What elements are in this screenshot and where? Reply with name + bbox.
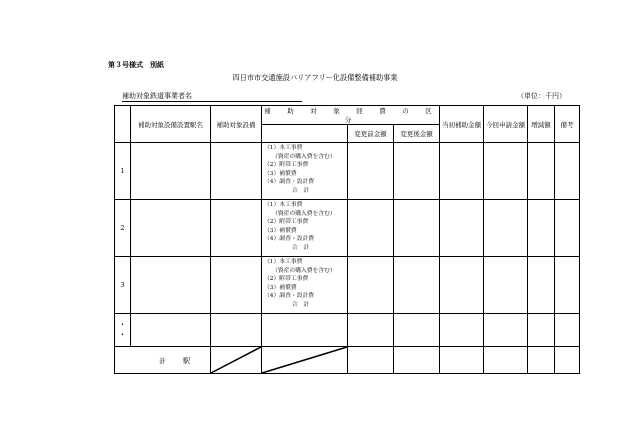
ellipsis-dot: ・	[118, 320, 127, 329]
cost-items-cell	[262, 257, 348, 314]
cost-items-cell	[262, 143, 348, 200]
after-amount-cell[interactable]	[394, 143, 440, 200]
operator-name-field: 補助対象鉄道事業者名	[122, 93, 302, 102]
before-amount-cell[interactable]	[348, 257, 394, 314]
initial-grant-cell[interactable]	[440, 200, 484, 257]
cost-item: （3）補償費	[264, 170, 297, 177]
header-after: 変更後金額	[394, 125, 440, 143]
table-row	[115, 257, 580, 314]
after-amount-total[interactable]	[394, 347, 440, 374]
change-total[interactable]	[528, 347, 555, 374]
cost-item: （2）附帯工事費	[264, 162, 309, 169]
total-row	[115, 347, 580, 374]
before-amount-cell[interactable]	[348, 200, 394, 257]
initial-grant-cell[interactable]	[440, 257, 484, 314]
after-amount-cell[interactable]	[394, 200, 440, 257]
header-remarks: 備考	[555, 106, 580, 143]
ellipsis-marker	[115, 314, 131, 347]
header-cost-category: 補 助 対 象 経 費 の 区 分	[262, 106, 440, 125]
before-amount-cell[interactable]	[348, 143, 394, 200]
cost-item: （4）調査・設計費	[264, 236, 315, 243]
header-row	[115, 106, 580, 125]
equipment-total-slashed	[211, 347, 262, 374]
diagonal-slash-icon	[262, 347, 347, 373]
change-cell[interactable]	[528, 143, 555, 200]
row-number: 1	[115, 143, 131, 200]
before-amount-total[interactable]	[348, 347, 394, 374]
cost-item: （1）本工事費	[264, 259, 303, 265]
total-label: 計	[159, 356, 166, 365]
equipment-cell[interactable]	[211, 314, 262, 347]
table-row	[115, 200, 580, 257]
station-cell[interactable]	[131, 200, 211, 257]
after-amount-cell[interactable]	[394, 257, 440, 314]
remarks-cell[interactable]	[555, 200, 580, 257]
header-no	[115, 106, 131, 143]
current-application-cell[interactable]	[484, 257, 528, 314]
current-application-cell[interactable]	[484, 200, 528, 257]
header-equipment: 補助対象設備	[211, 106, 262, 143]
header-station: 補助対象設備設置駅名	[131, 106, 211, 143]
remarks-cell[interactable]	[555, 314, 580, 347]
cost-item: （4）調査・設計費	[264, 293, 315, 300]
current-application-total[interactable]	[484, 347, 528, 374]
header-current-application: 今回申請金額	[484, 106, 528, 143]
initial-grant-cell[interactable]	[440, 314, 484, 347]
cost-item: （資産の購入費を含む）	[272, 153, 336, 160]
cost-items-cell	[262, 314, 348, 347]
diagonal-slash-icon	[211, 347, 261, 373]
before-amount-cell[interactable]	[348, 314, 394, 347]
cost-item: （2）附帯工事費	[264, 219, 309, 226]
station-cell[interactable]	[131, 143, 211, 200]
row-number: 2	[115, 200, 131, 257]
initial-grant-cell[interactable]	[440, 143, 484, 200]
cost-item: （3）補償費	[264, 227, 297, 234]
document-title: 四日市市交通施設バリアフリー化設備整備補助事業	[232, 73, 398, 82]
cost-item: （1）本工事費	[264, 202, 303, 208]
header-change: 増減額	[528, 106, 555, 143]
total-station-cell	[115, 347, 211, 374]
initial-grant-total[interactable]	[440, 347, 484, 374]
station-cell[interactable]	[131, 257, 211, 314]
cost-item: （3）補償費	[264, 284, 297, 291]
equipment-cell[interactable]	[211, 143, 262, 200]
change-cell[interactable]	[528, 200, 555, 257]
cost-item: （資産の購入費を含む）	[272, 267, 336, 274]
cost-items-cell	[262, 200, 348, 257]
cost-item-total: 合 計	[291, 244, 310, 251]
current-application-cell[interactable]	[484, 143, 528, 200]
form-label: 第３号様式 別紙	[108, 60, 164, 69]
current-application-cell[interactable]	[484, 314, 528, 347]
station-cell[interactable]	[131, 314, 211, 347]
cost-items-total-slashed	[262, 347, 348, 374]
header-cost-items	[262, 125, 348, 143]
cost-item-total: 合 計	[291, 187, 310, 194]
row-number: 3	[115, 257, 131, 314]
table-row	[115, 143, 580, 200]
after-amount-cell[interactable]	[394, 314, 440, 347]
equipment-cell[interactable]	[211, 200, 262, 257]
change-cell[interactable]	[528, 314, 555, 347]
cost-item: （資産の購入費を含む）	[272, 210, 336, 217]
grant-table	[114, 105, 580, 374]
cost-item-total: 合 計	[291, 301, 310, 308]
cost-item: （4）調査・設計費	[264, 179, 315, 186]
ellipsis-row	[115, 314, 580, 347]
remarks-total[interactable]	[555, 347, 580, 374]
equipment-cell[interactable]	[211, 257, 262, 314]
station-count-suffix: 駅	[183, 357, 190, 365]
cost-item: （2）附帯工事費	[264, 276, 309, 283]
remarks-cell[interactable]	[555, 257, 580, 314]
cost-item: （1）本工事費	[264, 145, 303, 151]
unit-label: （単位：千円）	[517, 92, 566, 100]
remarks-cell[interactable]	[555, 143, 580, 200]
header-before: 変更前金額	[348, 125, 394, 143]
header-initial-grant: 当初補助金額	[440, 106, 484, 143]
ellipsis-dot: ・	[118, 330, 127, 339]
change-cell[interactable]	[528, 257, 555, 314]
